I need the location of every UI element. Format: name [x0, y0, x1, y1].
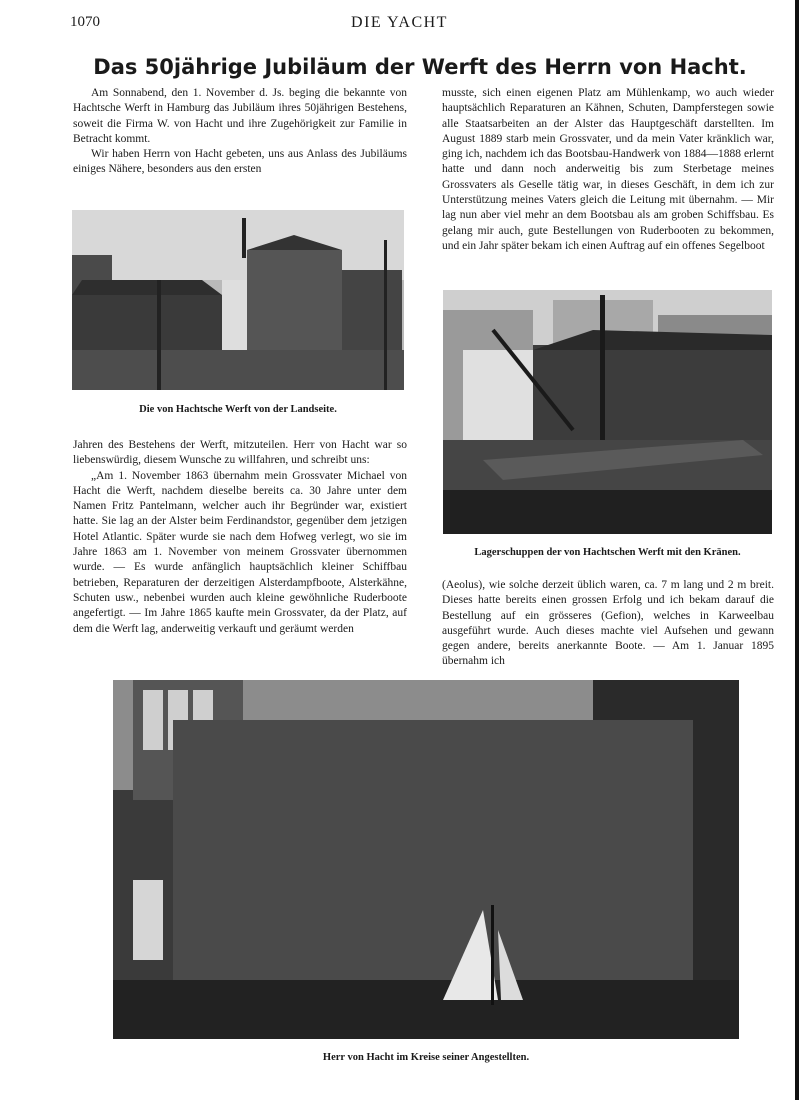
- photo-shipyard-landside: [72, 210, 404, 390]
- column-1-body: [73, 438, 407, 637]
- paragraph: musste, sich einen eigenen Platz am Mühlenkamp, wo auch wieder hauptsächlich Reparaturen an Kähnen, Schuten, Dampferstegen sowie alle Staatsarbeiten an der Alster das Hauptgeschäft darstellten. Im August 1889 starb mein Grossvater, und da mein Vater kränklich war, ging ich, nachdem ich das Bootsbau-Handwerk von 1884—1888 erlernt hatte und dann noch anderweitig bis zum Sterbetage meines Grossvaters als Geselle tätig war, in dieses Geschäft, in dem ich zur Unterstützung meines Vaters gleich die Leitung mit übernahm. — Mir lag nun aber viel mehr an dem Bootsbau als am groben Schiffsbau. Es gelang mir auch, gute Bestellungen von Ruderbooten zu bekommen, und ein Jahr später bekam ich einen Auftrag auf ein offenes Segelboot: [442, 87, 774, 252]
- figure-caption: Lagerschuppen der von Hachtschen Werft mit den Kränen.: [474, 547, 741, 558]
- paragraph: Am Sonnabend, den 1. November d. Js. beging die bekannte von Hachtsche Werft in Hamburg das Jubiläum ihres 50jährigen Bestehens, soweit die Firma W. von Hacht und ihre Zugehörigkeit zur Familie in Betracht kommt.: [73, 87, 407, 145]
- paragraph: (Aeolus), wie solche derzeit üblich waren, ca. 7 m lang und 2 m breit. Dieses hatte bereits einen grossen Erfolg und ich bekam darauf die Bestellung auf ein grösseres (Gefion), welches in Karweelbau ausgeführt wurde. Auch dieses machte viel Aufsehen und gewann gegen andere, bereits anerkannte Boote. — Am 1. Januar 1895 übernahm ich: [442, 579, 774, 668]
- page-edge-bar: [795, 0, 799, 1100]
- column-1-intro: [73, 86, 407, 178]
- paragraph: Wir haben Herrn von Hacht gebeten, uns aus Anlass des Jubiläums einiges Nähere, besonders aus den ersten: [73, 148, 407, 176]
- article-title: Das 50jährige Jubiläum der Werft des Herrn von Hacht.: [93, 55, 747, 79]
- figure-caption: Die von Hachtsche Werft von der Landseite.: [139, 404, 337, 415]
- page-number: 1070: [70, 14, 100, 30]
- column-2-continued: [442, 578, 774, 670]
- paragraph: Jahren des Bestehens der Werft, mitzuteilen. Herr von Hacht war so liebenswürdig, diesem Wunsche zu willfahren, und schreibt uns:: [73, 439, 407, 467]
- photo-staff-group: [113, 680, 739, 1039]
- running-head: DIE YACHT: [351, 14, 448, 31]
- paragraph: „Am 1. November 1863 übernahm mein Grossvater Michael von Hacht die Werft, nachdem dieselbe bereits ca. 30 Jahre unter dem Namen Fritz Pantelmann, welcher auch ihr Begründer war, existiert hatte. Sie lag an der Alster beim Ferdinandstor, gegenüber dem jetzigen Hotel Atlantic. Später wurde sie nach dem Hofweg verlegt, wo sie im Jahre 1863 am 1. November von meinem Grossvater übernommen wurde. — Es wurde anfänglich hauptsächlich kleiner Schiffbau betrieben, Reparaturen der derzeitigen Alsterdampfboote, Alsterkähne, Schuten usw., nebenbei wurden auch kleine gewöhnliche Ruderboote angefertigt. — Im Jahre 1865 kaufte mein Grossvater, da der Platz, auf dem die Werft lag, anderweitig verkauft und geräumt werden: [73, 469, 407, 635]
- column-2-body: [442, 86, 774, 254]
- figure-caption: Herr von Hacht im Kreise seiner Angestellten.: [322, 1052, 530, 1063]
- photo-storage-sheds-cranes: [443, 290, 772, 534]
